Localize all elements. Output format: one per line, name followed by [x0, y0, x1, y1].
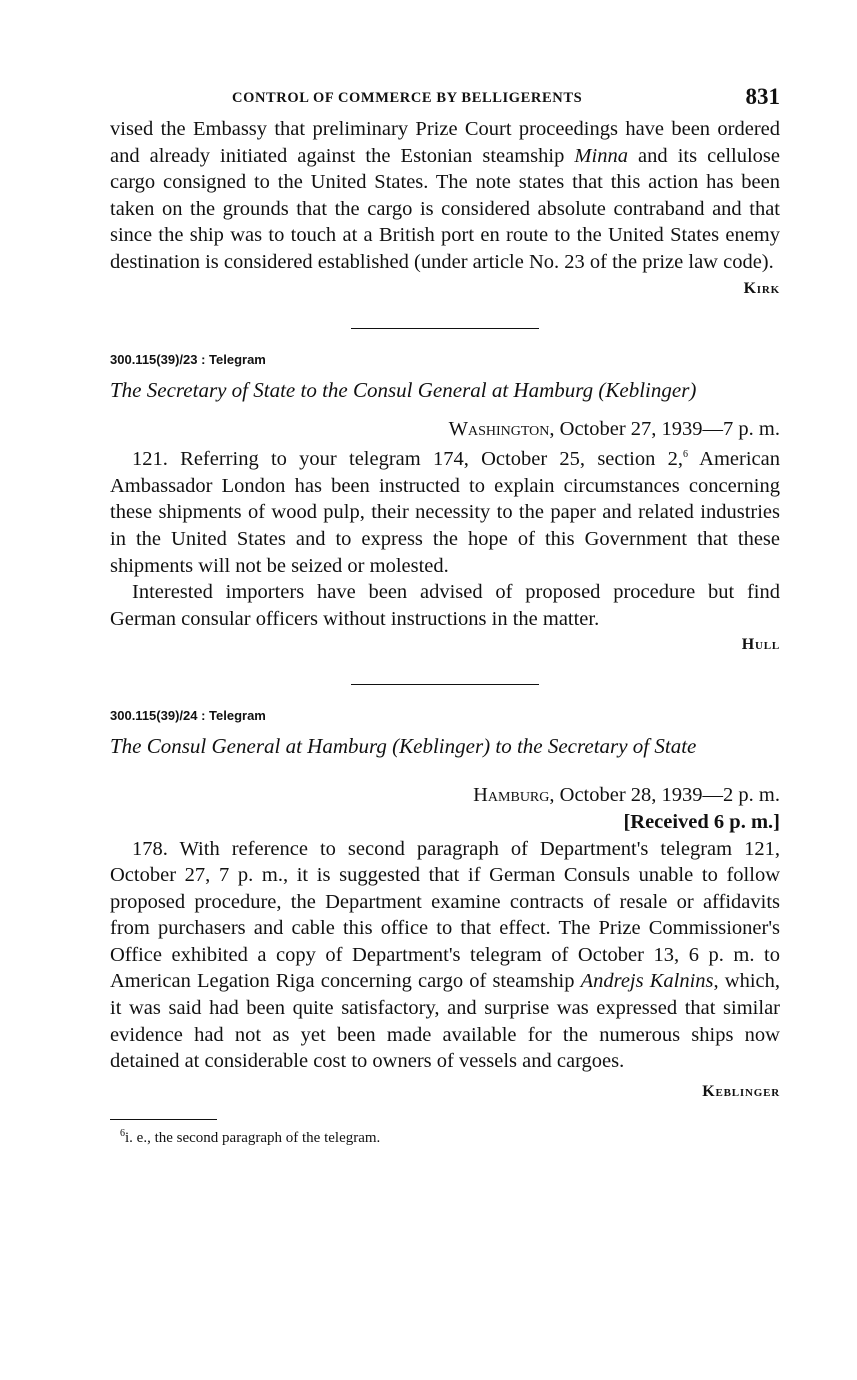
signature-keblinger: Keblinger: [702, 1082, 780, 1100]
running-head: [110, 84, 780, 114]
section-divider: [351, 328, 539, 329]
footnote-ref: 6: [683, 449, 689, 461]
signature-hull: Hull: [741, 636, 780, 654]
telegram-paragraph: Interested importers have been advised of proposed procedure but find German consular officers without instructions in the matter.: [110, 581, 780, 630]
paragraph-text: 121. Referring to your telegram 174, October 25, section 2,: [132, 448, 684, 471]
file-reference: 300.115(39)/24 : Telegram: [110, 708, 266, 724]
continued-paragraph: [110, 116, 780, 276]
footnote-divider: [110, 1119, 217, 1120]
document-title: [110, 376, 780, 404]
telegram-paragraph: [110, 446, 780, 579]
title-person: (Keblinger): [598, 377, 697, 402]
dateline-date: , October 28, 1939—2 p. m.: [549, 784, 780, 807]
title-text: The Secretary of State to the Consul General at Hamburg: [110, 377, 594, 402]
dateline: [110, 416, 780, 443]
telegram-paragraph: [110, 836, 780, 1075]
footnote-text: i. e., the second paragraph of the telegram.: [125, 1129, 381, 1146]
dateline-place: Washington: [448, 417, 550, 440]
running-title: CONTROL OF COMMERCE BY BELLIGERENTS: [232, 90, 583, 106]
footnote-marker: 6: [120, 1127, 125, 1139]
paragraph-text: American Ambassador London has been instructed to explain circumstances concerning these shipments of wood pulp, their necessity to the paper and related industries in the United States and to express the hope of this Government that these shipments will not be seized or molested.: [110, 448, 780, 577]
ship-name: Andrejs Kalnins: [580, 970, 714, 993]
dateline-date: , October 27, 1939—7 p. m.: [549, 417, 780, 440]
page-number: 831: [745, 84, 780, 109]
dateline-place: Hamburg: [473, 784, 550, 807]
footnote: [110, 1128, 780, 1148]
paragraph-text: , which, it was said had been quite satisfactory, and surprise was expressed that similar evidence had not as yet been made available for the numerous ships now detained at considerable cost to owners of vessels and cargoes.: [110, 970, 780, 1073]
title-person: (Keblinger): [392, 734, 491, 759]
section-divider: [351, 684, 539, 685]
dateline: [110, 782, 780, 809]
received-note: [Received 6 p. m.]: [623, 810, 780, 833]
document-title: [110, 732, 780, 760]
signature-kirk: Kirk: [743, 279, 780, 297]
ship-name: Minna: [574, 144, 628, 167]
document-page: [110, 84, 780, 1148]
paragraph-text: and its cellulose cargo consigned to the United States. The note states that this action has been taken on the grounds that the cargo is considered absolute contraband and that since the ship was to touch at a British port en route to the United States enemy destination is considered established (under article No. 23 of the prize law code).: [110, 144, 780, 273]
paragraph-text: vised the Embassy that preliminary Prize Court proceedings have been ordered and already initiated against the Estonian steamship: [110, 118, 780, 167]
paragraph-text: 178. With reference to second paragraph of Department's telegram 121, October 27, 7 p. m., it is suggested that if German Consuls unable to follow proposed procedure, the Department examine contracts of resale or affidavits from purchasers and cable this office to that effect. The Prize Commissioner's Office exhibited a copy of Department's telegram of October 13, 6 p. m. to American Legation Riga concerning cargo of steamship: [110, 837, 780, 993]
title-text: to the Secretary of State: [495, 734, 697, 759]
file-reference: 300.115(39)/23 : Telegram: [110, 351, 266, 367]
title-text: The Consul General at Hamburg: [110, 734, 387, 759]
